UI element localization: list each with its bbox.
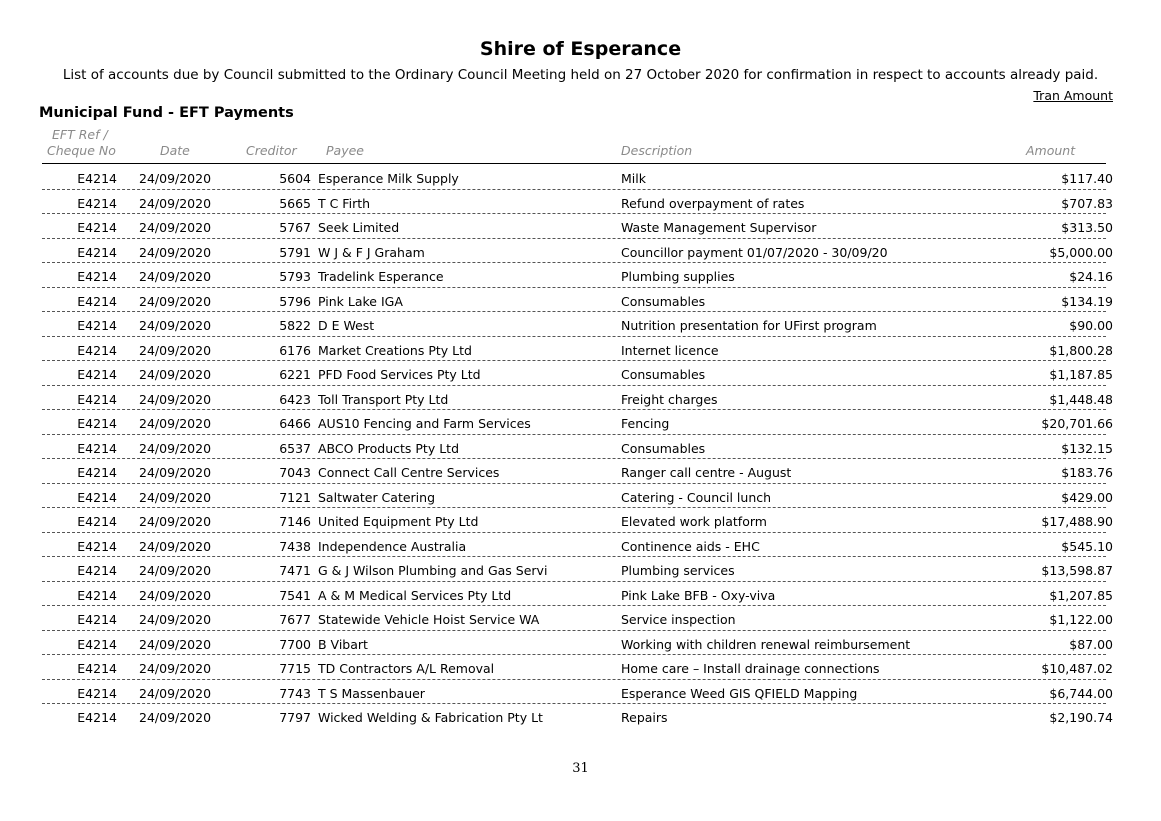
cell-creditor: 6176 — [279, 342, 311, 358]
cell-payee: D E West — [318, 318, 375, 333]
cell-description: Pink Lake BFB - Oxy-viva — [621, 587, 776, 603]
cell-ref: E4214 — [77, 171, 117, 186]
cell-date: 24/09/2020 — [139, 171, 212, 186]
cell-ref: E4214 — [77, 636, 117, 652]
cell-date: 24/09/2020 — [139, 195, 212, 211]
cell-date: 24/09/2020 — [139, 416, 212, 431]
cell-creditor: 6221 — [279, 367, 311, 382]
cell-date: 24/09/2020 — [139, 391, 212, 407]
cell-date: 24/09/2020 — [139, 220, 212, 235]
table-row — [0, 263, 1161, 288]
cell-payee: ABCO Products Pty Ltd — [318, 440, 460, 456]
table-row — [0, 190, 1161, 215]
cell-amount: $707.83 — [1061, 195, 1113, 211]
cell-date: 24/09/2020 — [139, 244, 212, 260]
table-row — [0, 459, 1161, 484]
col-header-date: Date — [160, 143, 190, 158]
cell-description: Councillor payment 01/07/2020 - 30/09/20 — [621, 244, 888, 260]
table-row — [0, 582, 1161, 607]
table-row — [0, 410, 1161, 435]
cell-payee: Toll Transport Pty Ltd — [318, 391, 449, 407]
table-row — [0, 288, 1161, 313]
cell-payee: Connect Call Centre Services — [318, 465, 500, 480]
cell-amount: $90.00 — [1069, 318, 1113, 333]
cell-ref: E4214 — [77, 685, 117, 701]
cell-payee: Market Creations Pty Ltd — [318, 342, 472, 358]
cell-creditor: 7797 — [279, 710, 311, 725]
table-row — [0, 704, 1161, 729]
cell-description: Nutrition presentation for UFirst program — [621, 318, 877, 333]
cell-payee: TD Contractors A/L Removal — [318, 661, 495, 676]
table-row — [0, 214, 1161, 239]
cell-description: Plumbing supplies — [621, 269, 735, 284]
cell-amount: $1,122.00 — [1049, 612, 1113, 627]
cell-description: Milk — [621, 171, 646, 186]
cell-creditor: 5665 — [279, 195, 311, 211]
cell-date: 24/09/2020 — [139, 514, 212, 529]
cell-date: 24/09/2020 — [139, 367, 212, 382]
cell-description: Ranger call centre - August — [621, 465, 792, 480]
table-row — [0, 239, 1161, 264]
cell-payee: Tradelink Esperance — [318, 269, 444, 284]
cell-amount: $13,598.87 — [1041, 563, 1113, 578]
cell-date: 24/09/2020 — [139, 342, 212, 358]
table-row — [0, 165, 1161, 190]
cell-amount: $1,448.48 — [1049, 391, 1113, 407]
cell-ref: E4214 — [77, 612, 117, 627]
cell-payee: Saltwater Catering — [318, 489, 436, 505]
cell-description: Continence aids - EHC — [621, 538, 760, 554]
cell-payee: T C Firth — [318, 195, 371, 211]
cell-creditor: 7677 — [279, 612, 311, 627]
cell-creditor: 7438 — [279, 538, 311, 554]
table-row — [0, 337, 1161, 362]
cell-amount: $1,800.28 — [1049, 342, 1113, 358]
cell-amount: $183.76 — [1061, 465, 1113, 480]
cell-amount: $10,487.02 — [1041, 661, 1113, 676]
tran-amount-label: Tran Amount — [1033, 88, 1113, 103]
cell-description: Refund overpayment of rates — [621, 195, 805, 211]
cell-ref: E4214 — [77, 440, 117, 456]
cell-amount: $1,207.85 — [1049, 587, 1113, 603]
cell-creditor: 6537 — [279, 440, 311, 456]
cell-creditor: 5796 — [279, 293, 311, 309]
table-row — [0, 655, 1161, 680]
cell-date: 24/09/2020 — [139, 538, 212, 554]
cell-description: Service inspection — [621, 612, 736, 627]
table-row — [0, 361, 1161, 386]
cell-date: 24/09/2020 — [139, 685, 212, 701]
table-row — [0, 606, 1161, 631]
cell-creditor: 5822 — [279, 318, 311, 333]
cell-description: Catering - Council lunch — [621, 489, 772, 505]
cell-date: 24/09/2020 — [139, 465, 212, 480]
cell-description: Elevated work platform — [621, 514, 767, 529]
cell-ref: E4214 — [77, 514, 117, 529]
cell-payee: United Equipment Pty Ltd — [318, 514, 479, 529]
cell-payee: A & M Medical Services Pty Ltd — [318, 587, 512, 603]
cell-description: Consumables — [621, 293, 706, 309]
cell-ref: E4214 — [77, 367, 117, 382]
cell-amount: $429.00 — [1061, 489, 1113, 505]
cell-ref: E4214 — [77, 342, 117, 358]
cell-date: 24/09/2020 — [139, 318, 212, 333]
table-row — [0, 680, 1161, 705]
cell-ref: E4214 — [77, 269, 117, 284]
cell-payee: Pink Lake IGA — [318, 293, 403, 309]
cell-date: 24/09/2020 — [139, 661, 212, 676]
cell-ref: E4214 — [77, 710, 117, 725]
table-row — [0, 435, 1161, 460]
table-row — [0, 386, 1161, 411]
cell-creditor: 6423 — [279, 391, 311, 407]
header-rule — [42, 163, 1106, 164]
cell-date: 24/09/2020 — [139, 587, 212, 603]
cell-creditor: 7121 — [279, 489, 311, 505]
cell-ref: E4214 — [77, 220, 117, 235]
col-header-ref-line2: Cheque No — [47, 143, 116, 158]
cell-ref: E4214 — [77, 587, 117, 603]
cell-description: Esperance Weed GIS QFIELD Mapping — [621, 685, 858, 701]
cell-ref: E4214 — [77, 318, 117, 333]
cell-date: 24/09/2020 — [139, 710, 212, 725]
cell-amount: $313.50 — [1061, 220, 1113, 235]
cell-description: Plumbing services — [621, 563, 735, 578]
cell-description: Fencing — [621, 416, 670, 431]
cell-payee: AUS10 Fencing and Farm Services — [318, 416, 531, 431]
cell-payee: Independence Australia — [318, 538, 467, 554]
cell-ref: E4214 — [77, 416, 117, 431]
cell-amount: $20,701.66 — [1041, 416, 1113, 431]
cell-date: 24/09/2020 — [139, 612, 212, 627]
cell-creditor: 5791 — [279, 244, 311, 260]
cell-amount: $2,190.74 — [1049, 710, 1113, 725]
cell-date: 24/09/2020 — [139, 489, 212, 505]
cell-amount: $24.16 — [1069, 269, 1113, 284]
cell-creditor: 7541 — [279, 587, 311, 603]
cell-payee: T S Massenbauer — [318, 685, 425, 701]
cell-ref: E4214 — [77, 465, 117, 480]
cell-ref: E4214 — [77, 538, 117, 554]
cell-ref: E4214 — [77, 244, 117, 260]
cell-description: Consumables — [621, 367, 706, 382]
col-header-ref-line1: EFT Ref / — [52, 127, 108, 142]
cell-description: Working with children renewal reimbursement — [621, 636, 911, 652]
cell-description: Consumables — [621, 440, 706, 456]
cell-amount: $117.40 — [1061, 171, 1113, 186]
section-title: Municipal Fund - EFT Payments — [39, 105, 294, 121]
page-title: Shire of Esperance — [479, 38, 682, 60]
cell-payee: Wicked Welding & Fabrication Pty Lt — [318, 710, 543, 725]
cell-ref: E4214 — [77, 489, 117, 505]
col-header-creditor: Creditor — [246, 143, 297, 158]
payments-table — [0, 165, 1161, 729]
table-row — [0, 557, 1161, 582]
cell-amount: $545.10 — [1061, 538, 1113, 554]
table-row — [0, 533, 1161, 558]
table-row — [0, 484, 1161, 509]
cell-date: 24/09/2020 — [139, 563, 212, 578]
cell-payee: Statewide Vehicle Hoist Service WA — [318, 612, 540, 627]
cell-creditor: 7700 — [279, 636, 311, 652]
cell-creditor: 7715 — [279, 661, 311, 676]
cell-ref: E4214 — [77, 195, 117, 211]
cell-amount: $132.15 — [1061, 440, 1113, 456]
col-header-payee: Payee — [326, 143, 364, 158]
cell-creditor: 7471 — [279, 563, 311, 578]
cell-payee: B Vibart — [318, 636, 368, 652]
cell-creditor: 7146 — [279, 514, 311, 529]
page-number: 31 — [572, 761, 589, 776]
cell-creditor: 7743 — [279, 685, 311, 701]
cell-amount: $87.00 — [1069, 636, 1113, 652]
cell-creditor: 5793 — [279, 269, 311, 284]
cell-date: 24/09/2020 — [139, 636, 212, 652]
table-row — [0, 312, 1161, 337]
cell-description: Home care – Install drainage connections — [621, 661, 880, 676]
cell-creditor: 6466 — [279, 416, 311, 431]
table-row — [0, 631, 1161, 656]
cell-creditor: 5767 — [279, 220, 311, 235]
cell-ref: E4214 — [77, 563, 117, 578]
cell-ref: E4214 — [77, 293, 117, 309]
cell-date: 24/09/2020 — [139, 269, 212, 284]
cell-payee: W J & F J Graham — [318, 244, 425, 260]
cell-ref: E4214 — [77, 661, 117, 676]
cell-date: 24/09/2020 — [139, 293, 212, 309]
cell-description: Freight charges — [621, 391, 718, 407]
cell-description: Repairs — [621, 710, 668, 725]
cell-payee: G & J Wilson Plumbing and Gas Servi — [318, 563, 548, 578]
cell-date: 24/09/2020 — [139, 440, 212, 456]
cell-payee: PFD Food Services Pty Ltd — [318, 367, 481, 382]
cell-payee: Esperance Milk Supply — [318, 171, 459, 186]
page-subtitle: List of accounts due by Council submitted to the Ordinary Council Meeting held on 27 October 2020 for confirmation in respect to accounts already paid. — [62, 67, 1099, 83]
table-row — [0, 508, 1161, 533]
cell-creditor: 5604 — [279, 171, 311, 186]
cell-payee: Seek Limited — [318, 220, 400, 235]
cell-amount: $17,488.90 — [1041, 514, 1113, 529]
col-header-amount: Amount — [1026, 143, 1076, 158]
cell-description: Internet licence — [621, 342, 719, 358]
cell-description: Waste Management Supervisor — [621, 220, 817, 235]
cell-amount: $134.19 — [1061, 293, 1113, 309]
cell-creditor: 7043 — [279, 465, 311, 480]
cell-amount: $6,744.00 — [1049, 685, 1113, 701]
cell-amount: $5,000.00 — [1049, 244, 1113, 260]
col-header-description: Description — [621, 143, 693, 158]
cell-amount: $1,187.85 — [1049, 367, 1113, 382]
cell-ref: E4214 — [77, 391, 117, 407]
